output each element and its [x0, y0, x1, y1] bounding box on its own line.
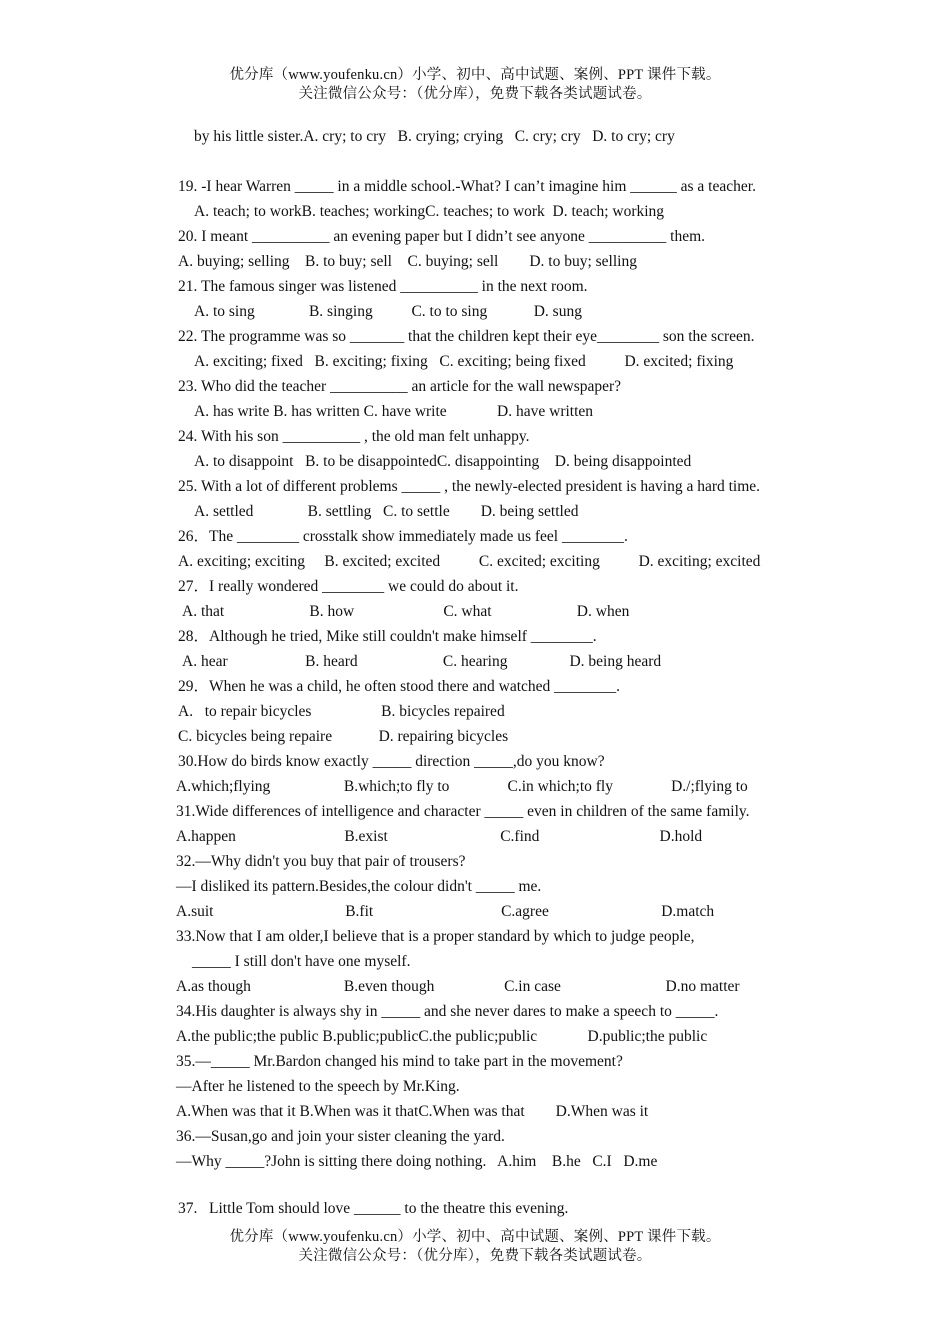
question-line: 20. I meant __________ an evening paper but I didn’t see anyone __________ them. [178, 228, 706, 245]
options-line: A. teach; to workB. teaches; workingC. teaches; to work D. teach; working [194, 203, 665, 220]
question-line: 33.Now that I am older,I believe that is a proper standard by which to judge people, [176, 928, 695, 945]
question-line: 28．Although he tried, Mike still couldn't make himself ________. [178, 628, 597, 645]
question-line: 21. The famous singer was listened __________ in the next room. [178, 278, 588, 295]
question-line: 22. The programme was so _______ that the children kept their eye________ son the screen. [178, 328, 755, 345]
question-line: 31.Wide differences of intelligence and character _____ even in children of the same family. [176, 803, 750, 820]
options-line: A. that B. how C. what D. when [182, 603, 630, 620]
options-line: A. settled B. settling C. to settle D. being settled [194, 503, 579, 520]
options-line: A.as though B.even though C.in case D.no matter [176, 978, 740, 995]
options-line: A. has write B. has written C. have write D. have written [194, 403, 594, 420]
question-line: 30.How do birds know exactly _____ direction _____,do you know? [178, 753, 605, 770]
question-line: 24. With his son __________ , the old man felt unhappy. [178, 428, 530, 445]
options-line: A.happen B.exist C.find D.hold [176, 828, 703, 845]
question-line: 25. With a lot of different problems _____ , the newly-elected president is having a hard time. [178, 478, 761, 495]
page-header-line-2: 关注微信公众号：（优分库），免费下载各类试题试卷。 [298, 86, 652, 102]
options-line: A.suit B.fit C.agree D.match [176, 903, 715, 920]
question-line: 34.His daughter is always shy in _____ and she never dares to make a speech to _____. [176, 1003, 719, 1020]
options-line: A. exciting; exciting B. excited; excited C. excited; exciting D. exciting; excited [178, 553, 761, 570]
question-line: 27．I really wondered ________ we could do about it. [178, 578, 519, 595]
text-line: —After he listened to the speech by Mr.King. [176, 1078, 460, 1095]
options-line: A. to sing B. singing C. to to sing D. sung [194, 303, 582, 320]
text-line: —I disliked its pattern.Besides,the colour didn't _____ me. [176, 878, 542, 895]
question-line: 36.—Susan,go and join your sister cleaning the yard. [176, 1128, 505, 1145]
question-line: 32.—Why didn't you buy that pair of trousers? [176, 853, 466, 870]
options-line: A.When was that it B.When was it thatC.When was that D.When was it [176, 1103, 649, 1120]
page-footer-line-1: 优分库（www.youfenku.cn）小学、初中、高中试题、案例、PPT 课件下载。 [229, 1229, 721, 1245]
options-line: A.which;flying B.which;to fly to C.in which;to fly D./;flying to [176, 778, 748, 795]
options-line: A. buying; selling B. to buy; sell C. buying; sell D. to buy; selling [178, 253, 637, 270]
options-line: A. exciting; fixed B. exciting; fixing C. exciting; being fixed D. excited; fixing [194, 353, 734, 370]
text-line: by his little sister.A. cry; to cry B. crying; crying C. cry; cry D. to cry; cry [194, 128, 675, 145]
text-line: —Why _____?John is sitting there doing nothing. A.him B.he C.I D.me [176, 1153, 658, 1170]
options-line: A. to disappoint B. to be disappointedC. disappointing D. being disappointed [194, 453, 692, 470]
question-line: 35.—_____ Mr.Bardon changed his mind to take part in the movement? [176, 1053, 623, 1070]
options-line: A. hear B. heard C. hearing D. being heard [182, 653, 662, 670]
options-line: A. to repair bicycles B. bicycles repaired [178, 703, 505, 720]
page-header-line-1: 优分库（www.youfenku.cn）小学、初中、高中试题、案例、PPT 课件下载。 [229, 67, 721, 83]
text-line: _____ I still don't have one myself. [192, 953, 411, 970]
question-line: 23. Who did the teacher __________ an article for the wall newspaper? [178, 378, 622, 395]
question-line: 29．When he was a child, he often stood there and watched ________. [178, 678, 621, 695]
options-line: A.the public;the public B.public;publicC.the public;public D.public;the public [176, 1028, 708, 1045]
question-line: 37. Little Tom should love ______ to the theatre this evening. [178, 1200, 569, 1217]
question-line: 19. -I hear Warren _____ in a middle school.-What? I can’t imagine him ______ as a teacher. [178, 178, 756, 195]
options-line: C. bicycles being repaire D. repairing bicycles [178, 728, 509, 745]
page-footer-line-2: 关注微信公众号：（优分库），免费下载各类试题试卷。 [298, 1248, 652, 1264]
question-line: 26．The ________ crosstalk show immediately made us feel ________. [178, 528, 628, 545]
